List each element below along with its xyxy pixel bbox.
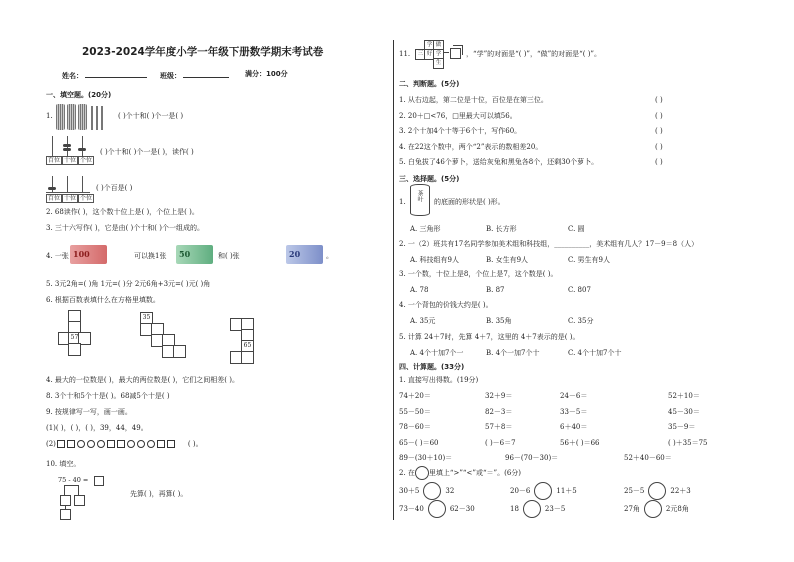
choice-option[interactable]: B. 87	[486, 286, 505, 294]
place-tens: 十位	[64, 195, 77, 202]
q4-prefix: 4. 一张	[46, 252, 69, 260]
c2: 2. 一（2）班共有17名同学参加美术组和科技组，__________，美术组有几人？17－9＝8（人）	[399, 240, 699, 248]
q9-part1: (1)( )，( )，( )，39，44，49。	[46, 424, 148, 432]
c1-text: 的底面的形状是( )形。	[434, 198, 505, 206]
compare-right: 11＋5	[556, 487, 577, 495]
choice-option[interactable]: C. 圆	[568, 225, 585, 233]
q4-end: 。	[326, 252, 333, 260]
choice-option[interactable]: A. 三角形	[410, 225, 441, 233]
circle-shape	[137, 440, 145, 448]
q10: 10. 填空。	[46, 460, 81, 468]
exam-title: 2023-2024学年度小学一年级下册数学期末考试卷	[82, 46, 324, 58]
circle-shape	[87, 440, 95, 448]
calc-problem[interactable]: 57＋8＝	[485, 423, 513, 431]
q10-text: 先算( )，再算( )。	[130, 490, 188, 498]
score-label: 满分：100分	[245, 70, 288, 78]
calc-problem[interactable]: 6＋40＝	[560, 423, 588, 431]
q6: 6. 根据百数表填什么在方格里填数。	[46, 296, 160, 304]
compare-right: 2元8角	[665, 505, 689, 513]
place-ones: 个位	[80, 157, 93, 164]
c1-number: 1.	[399, 198, 406, 206]
circle-shape	[147, 440, 155, 448]
banknote-50-image	[176, 245, 213, 264]
compare-circle[interactable]	[423, 482, 441, 500]
calc-problem[interactable]: 33－5＝	[560, 407, 588, 416]
q9: 9. 按规律写一写，画一画。	[46, 408, 132, 416]
grid-cell-65: 65	[241, 340, 254, 353]
true-false-item: 2. 20＋□<76，□里最大可以填56。	[399, 111, 517, 120]
counter-1-labels	[46, 156, 94, 165]
square-shape	[157, 440, 165, 448]
cube-net-image	[412, 40, 464, 66]
answer-box[interactable]	[74, 495, 85, 506]
calc-problem[interactable]: 65－( )＝60	[399, 438, 439, 447]
choice-option[interactable]: A. 78	[410, 286, 429, 294]
compare-circle[interactable]	[428, 500, 446, 518]
name-blank[interactable]	[85, 70, 147, 78]
place-tens: 十位	[64, 157, 77, 164]
q3: 3. 三十六写作( )，它是由( )个十和( )个一组成的。	[46, 224, 204, 232]
true-false-item: 1. 从右边起，第二位是十位，百位是在第三位。	[399, 96, 548, 104]
answer-paren[interactable]: ( )	[655, 127, 663, 135]
compare-left: 20－6	[510, 487, 531, 495]
choice-option[interactable]: C. 4个十加7个十	[568, 349, 622, 357]
answer-paren[interactable]: ( )	[655, 158, 663, 166]
compare-item	[624, 500, 689, 518]
compare-left: 25－5	[624, 487, 645, 495]
grid-cell[interactable]	[173, 345, 186, 358]
calc-problem[interactable]: 55－50＝	[399, 407, 431, 416]
banknote-100-value: 100	[73, 249, 90, 259]
place-ones: 个位	[80, 195, 93, 202]
q4-exchange: 可以换1张	[134, 252, 167, 260]
compare-left: 73－40	[399, 505, 424, 513]
counter-2-labels	[46, 194, 94, 203]
true-false-item: 5. 白兔拔了46个萝卜，送给灰兔和黑兔各8个，还剩30个萝卜。	[399, 158, 599, 166]
net-face: 三	[415, 49, 426, 60]
compare-left: 18	[510, 505, 519, 513]
q1-number: 1.	[46, 112, 53, 120]
q9-part2	[46, 440, 203, 449]
choice-option[interactable]: B. 长方形	[486, 225, 517, 233]
class-label: 班级：	[160, 72, 181, 80]
hundred-chart-fragment-1	[58, 310, 98, 360]
section-fill-blank: 一、填空题。(20分)	[46, 91, 112, 99]
calc-problem[interactable]: 56＋( )＝66	[560, 438, 600, 447]
choice-option[interactable]: B. 35角	[486, 317, 512, 325]
compare-title-pre: 2. 在	[399, 469, 415, 477]
stick-bundles-image	[56, 104, 108, 130]
q9-part2-blank: ( )。	[187, 440, 203, 448]
calc-problem[interactable]: 74＋20＝	[399, 392, 431, 400]
compare-item	[510, 482, 577, 500]
true-false-item: 4. 在22这个数中，两个“2”表示的数相差20。	[399, 142, 543, 151]
choice-option[interactable]: C. 男生有9人	[568, 256, 611, 264]
answer-paren[interactable]: ( )	[655, 142, 663, 151]
compare-circle[interactable]	[644, 500, 662, 518]
net-face: 好	[424, 49, 435, 60]
circle-shape	[77, 440, 85, 448]
name-label: 姓名：	[62, 72, 83, 80]
compare-title	[399, 466, 521, 480]
compare-item	[399, 482, 454, 500]
choice-option[interactable]: A. 35元	[410, 317, 436, 325]
q4-and: 和( )张	[218, 252, 240, 260]
compare-circle[interactable]	[523, 500, 541, 518]
compare-left: 27角	[624, 505, 640, 513]
true-false-item: 3. 2个十加4个十等于6个十，写作60。	[399, 127, 522, 135]
q10-tree-diagram	[50, 476, 100, 520]
compare-title-post: 里填上“>”“<”或“＝”。(6分)	[428, 469, 522, 477]
class-blank[interactable]	[183, 70, 229, 78]
q1-line2: ( )个十和( )个一是( )，读作( )	[100, 148, 194, 156]
choice-option[interactable]: B. 4个一加7个十	[486, 349, 540, 357]
q11-number: 11.	[399, 50, 411, 58]
section-true-false: 二、判断题。(5分)	[399, 80, 460, 88]
name-field	[62, 70, 147, 81]
compare-left: 30＋5	[399, 487, 420, 495]
calc-problem[interactable]: 78－60＝	[399, 423, 431, 431]
grid-cell[interactable]	[68, 343, 81, 356]
choice-option[interactable]: C. 807	[568, 286, 591, 294]
calc-problem[interactable]: 24－6＝	[560, 392, 588, 400]
q8: 8. 3个十和5个十是( )。68减5个十是( )	[46, 392, 170, 400]
compare-item	[624, 482, 691, 500]
compare-right: 62－30	[449, 505, 475, 513]
square-shape	[117, 440, 125, 448]
calc-problem[interactable]: ( )－6＝7	[485, 438, 516, 447]
hundred-chart-fragment-2	[140, 312, 200, 370]
calc-problem[interactable]: 35－9＝	[668, 423, 696, 431]
c4: 4. 一个背包的价钱大约是( )。	[399, 301, 493, 309]
grid-cell-35: 35	[140, 312, 153, 325]
place-hundreds: 百位	[48, 157, 61, 164]
compare-circle[interactable]	[648, 482, 666, 500]
c3: 3. 一个数，十位上是8，个位上是7，这个数是( )。	[399, 270, 558, 278]
choice-option[interactable]: A. 4个十加7个一	[410, 349, 464, 357]
section-calculation: 四、计算题。(33分)	[399, 363, 465, 371]
counter-2	[46, 176, 90, 194]
calc-problem[interactable]: 45－30＝	[668, 407, 700, 416]
grid-cell-57: 57	[68, 332, 81, 345]
net-face: 学	[433, 49, 444, 60]
compare-right: 22＋3	[670, 487, 691, 495]
calc-problem[interactable]: ( )＋35＝75	[668, 438, 708, 447]
calc-problem[interactable]: 96－(70－30)＝	[505, 454, 559, 462]
q11-text: ，“学”的对面是“( )”，“做”的对面是“( )”。	[466, 50, 602, 58]
grid-cell[interactable]	[241, 351, 254, 364]
answer-paren[interactable]: ( )	[655, 111, 663, 120]
tea-can-image	[410, 184, 430, 216]
choice-option[interactable]: B. 女生有9人	[486, 256, 529, 264]
q2: 2. 68读作( )，这个数十位上是( )，个位上是( )。	[46, 208, 199, 216]
q9-part2-label: (2)	[46, 440, 56, 448]
compare-item	[510, 500, 565, 518]
answer-box[interactable]	[94, 476, 104, 486]
net-face: 生	[433, 58, 444, 69]
compare-circle[interactable]	[534, 482, 552, 500]
c5: 5. 计算 24＋7时，先算 4＋7，这里的 4＋7表示的是( )。	[399, 333, 580, 341]
section-multiple-choice: 三、选择题。(5分)	[399, 175, 460, 183]
square-shape	[67, 440, 75, 448]
net-face: 学	[424, 40, 435, 51]
compare-item	[399, 500, 475, 518]
answer-box[interactable]	[60, 509, 71, 520]
banknote-50-value: 50	[179, 249, 191, 259]
calc-problem[interactable]: 82－3＝	[485, 407, 513, 416]
circle-shape	[127, 440, 135, 448]
calc-problem[interactable]: 52＋10＝	[668, 392, 700, 400]
banknote-100-image	[70, 245, 107, 264]
tea-can-label: 茶叶	[416, 190, 423, 202]
compare-right: 23－5	[544, 505, 566, 513]
square-shape	[167, 440, 175, 448]
q1-line3: ( )个百是( )	[96, 184, 133, 192]
q10-equation: 75 - 40 =	[58, 476, 89, 484]
calc-problem[interactable]: 89－(30＋10)＝	[399, 454, 453, 462]
q5: 5. 3元2角=( )角 1元=( )分 2元6角+3元=( )元( )角	[46, 280, 211, 288]
q1-line1: ( )个十和( )个一是( )	[118, 112, 184, 120]
compare-right: 32	[445, 487, 455, 495]
calc-title: 1. 直接写出得数。(19分)	[399, 376, 479, 384]
answer-paren[interactable]: ( )	[655, 96, 663, 104]
square-shape	[107, 440, 115, 448]
calc-problem[interactable]: 32＋9＝	[485, 392, 513, 400]
circle-shape	[97, 440, 105, 448]
counter-1	[46, 134, 90, 158]
place-hundreds: 百位	[48, 195, 61, 202]
choice-option[interactable]: C. 35分	[568, 317, 594, 325]
column-divider	[393, 40, 394, 520]
banknote-20-value: 20	[289, 249, 301, 259]
calc-problem[interactable]: 52＋40－60＝	[624, 454, 672, 462]
square-shape	[57, 440, 65, 448]
net-face: 做	[433, 40, 444, 51]
q7: 4. 最大的一位数是( )，最大的两位数是( )，它们之间相差( )。	[46, 376, 239, 384]
choice-option[interactable]: A. 科技组有9人	[410, 256, 459, 264]
circle-icon	[415, 466, 429, 480]
banknote-20-image	[286, 245, 323, 264]
class-field	[160, 70, 229, 81]
hundred-chart-fragment-3	[230, 318, 270, 364]
